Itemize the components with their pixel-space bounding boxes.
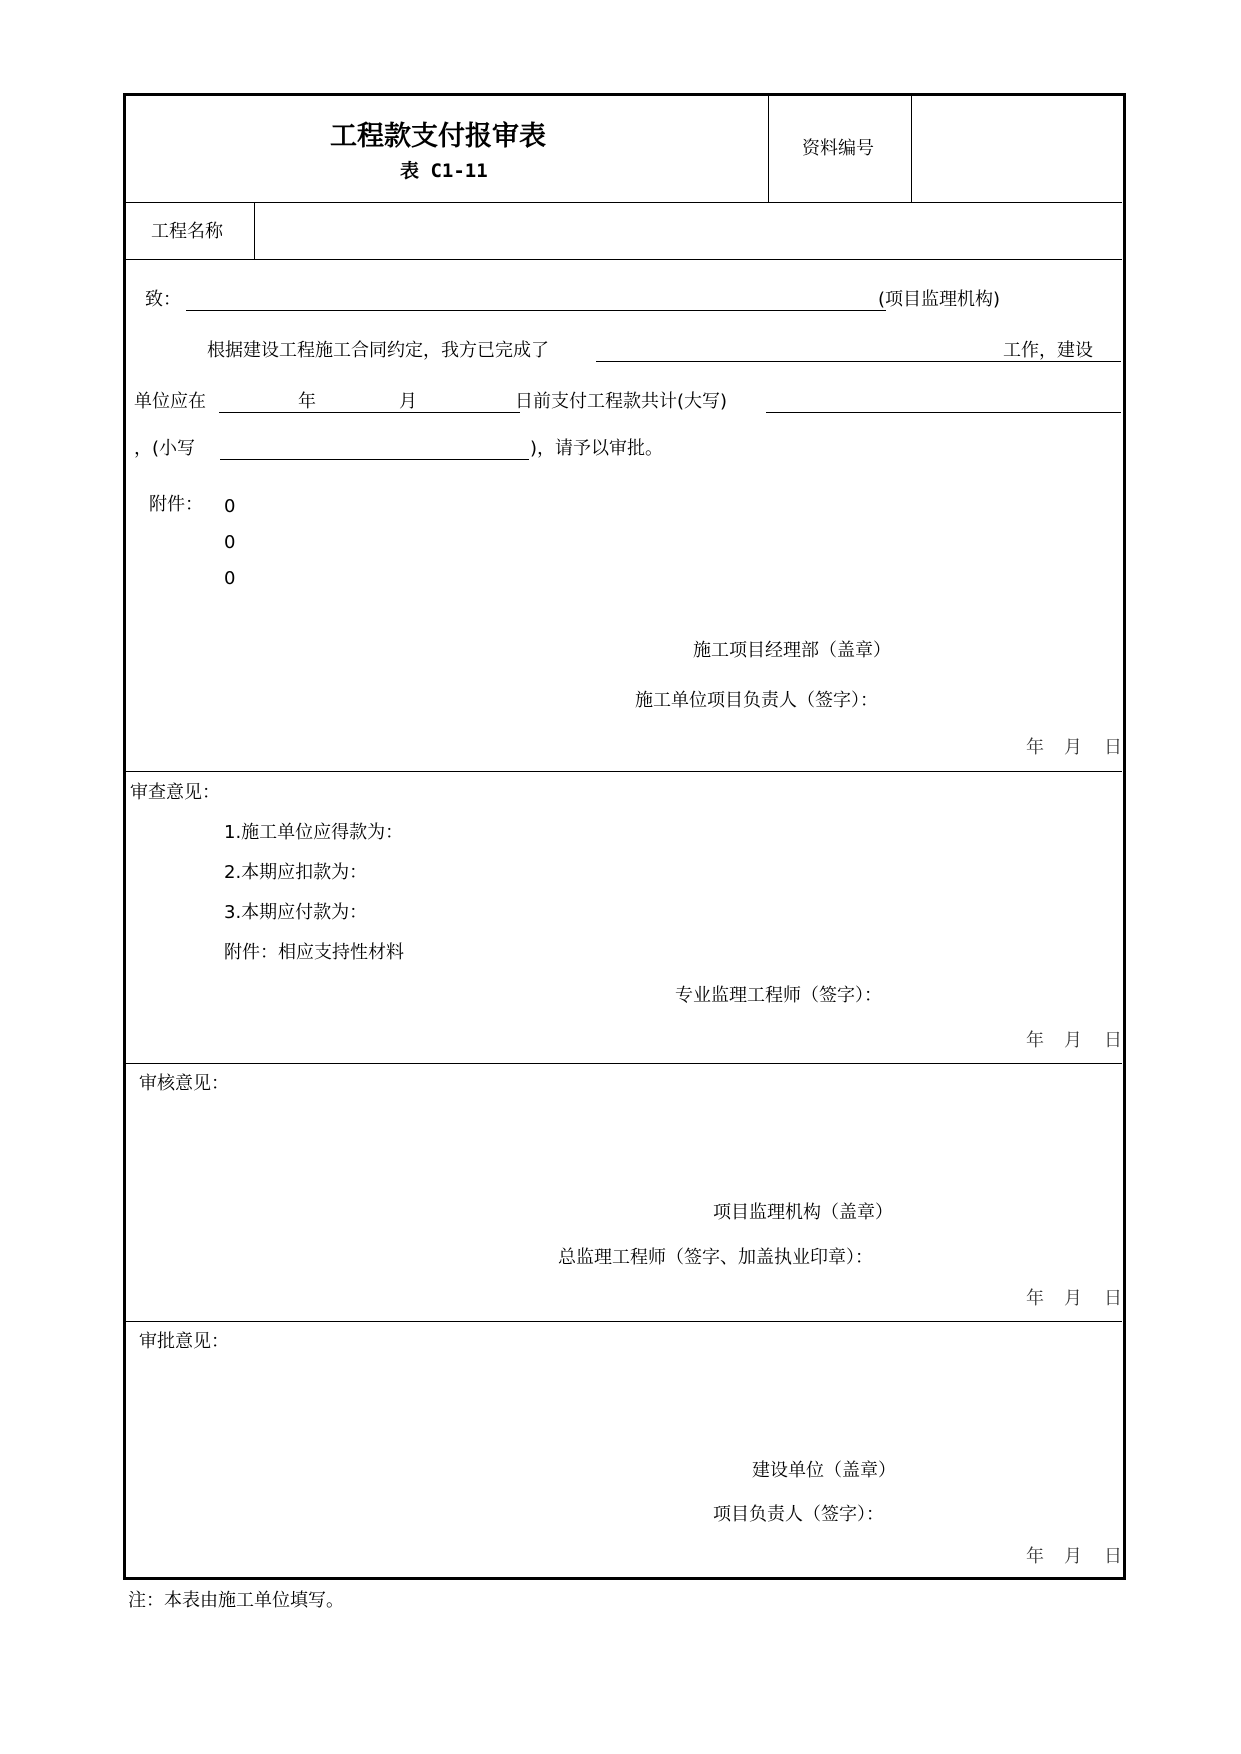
- application-line1: 根据建设工程施工合同约定，我方已完成了: [207, 340, 549, 361]
- date-day: 日: [1104, 1030, 1122, 1051]
- date-year: 年: [1026, 1030, 1044, 1051]
- review-item: 3.本期应付款为：: [224, 902, 368, 923]
- attachments-label: 附件：: [149, 494, 203, 515]
- date-year: 年: [1026, 1546, 1044, 1567]
- review-sign-label: 专业监理工程师（签字）：: [675, 985, 882, 1006]
- header-bottom-line: [125, 202, 1122, 203]
- application-line3-suffix: )，请予以审批。: [530, 438, 664, 459]
- application-line2-prefix: 单位应在: [134, 391, 206, 412]
- doc-no-label: 资料编号: [802, 138, 874, 159]
- approval-stamp-label: 建设单位（盖章）: [752, 1460, 896, 1481]
- review-item: 2.本期应扣款为：: [224, 862, 368, 883]
- project-name-label: 工程名称: [151, 221, 223, 242]
- audit-bottom-line: [125, 1321, 1122, 1322]
- date-month: 月: [1064, 1288, 1082, 1309]
- to-underline[interactable]: [186, 310, 886, 311]
- audit-title: 审核意见：: [139, 1073, 229, 1094]
- approval-sign-label: 项目负责人（签字）：: [713, 1504, 884, 1525]
- approval-title: 审批意见：: [139, 1331, 229, 1352]
- amount-digits-underline[interactable]: [220, 459, 529, 460]
- date-day: 日: [1104, 1546, 1122, 1567]
- form-title: 工程款支付报审表: [330, 121, 546, 152]
- date-month: 月: [1064, 1546, 1082, 1567]
- application-line1-suffix: 工作，建设: [1003, 340, 1093, 361]
- application-bottom-line: [125, 771, 1122, 772]
- date-day: 日: [1104, 737, 1122, 758]
- form-code: 表 C1-11: [400, 160, 488, 182]
- contractor-sign-label: 施工单位项目负责人（签字）：: [635, 690, 878, 711]
- date-year: 年: [1026, 1288, 1044, 1309]
- review-bottom-line: [125, 1063, 1122, 1064]
- attachment-item: 0: [224, 532, 236, 553]
- date-month: 月: [1064, 737, 1082, 758]
- due-month-label: 月: [399, 391, 417, 412]
- amount-words-underline[interactable]: [766, 412, 1121, 413]
- review-item: 1.施工单位应得款为：: [224, 822, 404, 843]
- to-suffix: (项目监理机构): [878, 289, 1001, 310]
- project-name-divider: [254, 203, 255, 260]
- audit-sign-label: 总监理工程师（签字、加盖执业印章）：: [558, 1247, 873, 1268]
- date-day: 日: [1104, 1288, 1122, 1309]
- date-underline[interactable]: [219, 412, 520, 413]
- attachment-item: 0: [224, 496, 236, 517]
- header-divider-2: [911, 95, 912, 203]
- attachment-item: 0: [224, 568, 236, 589]
- to-label: 致：: [145, 289, 181, 310]
- date-year: 年: [1026, 737, 1044, 758]
- application-line2-text: 日前支付工程款共计(大写): [515, 391, 728, 412]
- project-name-bottom-line: [125, 259, 1122, 260]
- review-title: 审查意见：: [130, 782, 220, 803]
- application-line3-prefix: ，(小写: [134, 438, 196, 459]
- date-month: 月: [1064, 1030, 1082, 1051]
- header-divider-1: [768, 95, 769, 203]
- footer-note: 注：本表由施工单位填写。: [128, 1590, 344, 1611]
- due-year-label: 年: [298, 391, 316, 412]
- contractor-stamp-label: 施工项目经理部（盖章）: [693, 640, 891, 661]
- review-attachment: 附件：相应支持性材料: [224, 942, 404, 963]
- audit-stamp-label: 项目监理机构（盖章）: [713, 1202, 893, 1223]
